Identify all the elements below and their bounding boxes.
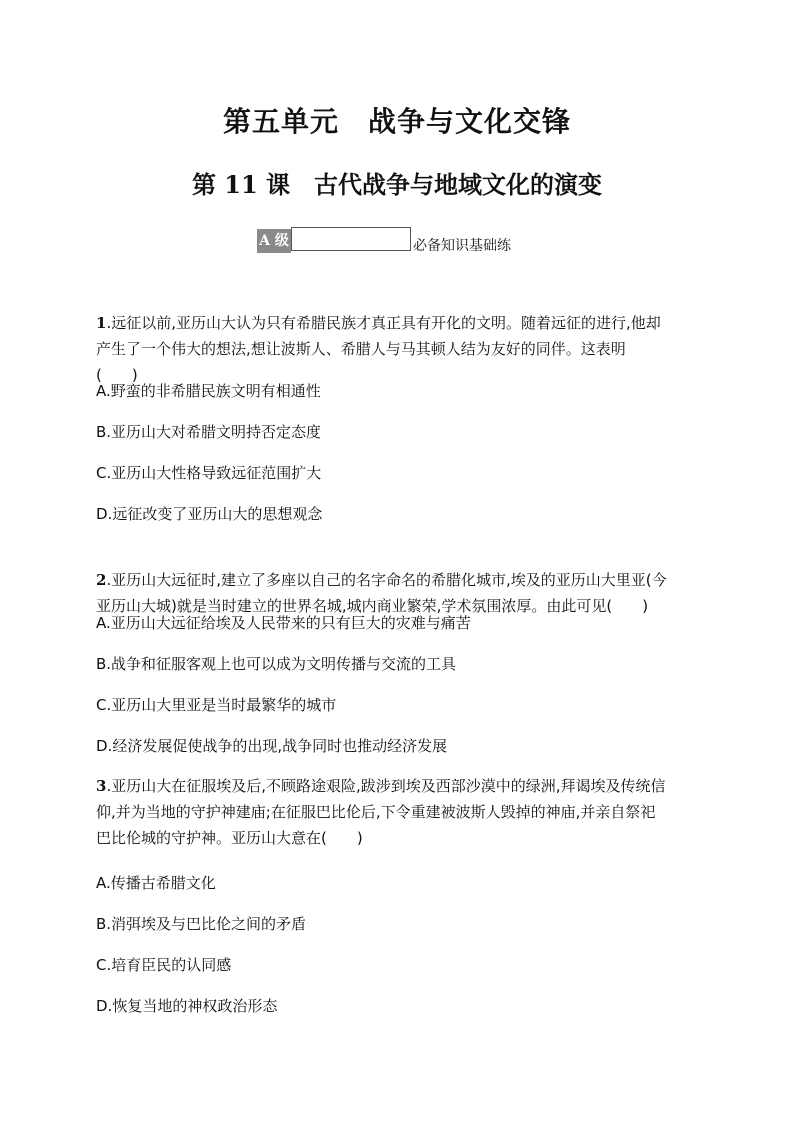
option-c: C.亚历山大里亚是当时最繁华的城市 [96,696,337,714]
question-1 [96,310,706,388]
question-number: 1 [96,314,107,332]
option-b: B.战争和征服客观上也可以成为文明传播与交流的工具 [96,655,457,673]
stem-line: .亚历山大远征时,建立了多座以自己的名字命名的希腊化城市,埃及的亚历山大里亚(今 [106,571,667,589]
stem-line: ( ) [96,366,138,384]
question-3 [96,773,706,851]
option-d: D.远征改变了亚历山大的思想观念 [96,505,323,523]
option-d: D.恢复当地的神权政治形态 [96,997,278,1015]
option-d: D.经济发展促使战争的出现,战争同时也推动经济发展 [96,737,448,755]
level-badge: A 级 [257,229,291,253]
question-number: 2 [96,571,107,589]
option-a: A.亚历山大远征给埃及人民带来的只有巨大的灾难与痛苦 [96,614,471,632]
option-a: A.传播古希腊文化 [96,874,216,892]
stem-line: .亚历山大在征服埃及后,不顾路途艰险,跋涉到埃及西部沙漠中的绿洲,拜谒埃及传统信 [106,777,666,795]
option-c: C.亚历山大性格导致远征范围扩大 [96,464,322,482]
stem-line: 亚历山大城)就是当时建立的世界名城,城内商业繁荣,学术氛围浓厚。由此可见( ) [96,597,649,615]
option-b: B.消弭埃及与巴比伦之间的矛盾 [96,915,307,933]
unit-title: 第五单元 战争与文化交锋 [222,105,571,138]
level-label: 必备知识基础练 [413,238,511,254]
option-a: A.野蛮的非希腊民族文明有相通性 [96,382,321,400]
question-stem [96,773,706,851]
level-blank-box [291,227,411,251]
stem-line: .远征以前,亚历山大认为只有希腊民族才真正具有开化的文明。随着远征的进行,他却 [106,314,661,332]
option-b: B.亚历山大对希腊文明持否定态度 [96,423,322,441]
stem-line: 巴比伦城的守护神。亚历山大意在( ) [96,829,363,847]
level-header [257,227,511,255]
stem-line: 仰,并为当地的守护神建庙;在征服巴比伦后,下令重建被波斯人毁掉的神庙,并亲自祭祀 [96,803,656,821]
lesson-title: 第 11 课 古代战争与地域文化的演变 [191,170,603,199]
question-stem [96,310,706,388]
stem-line: 产生了一个伟大的想法,想让波斯人、希腊人与马其顿人结为友好的同伴。这表明 [96,340,626,358]
question-number: 3 [96,777,107,795]
option-c: C.培育臣民的认同感 [96,956,232,974]
